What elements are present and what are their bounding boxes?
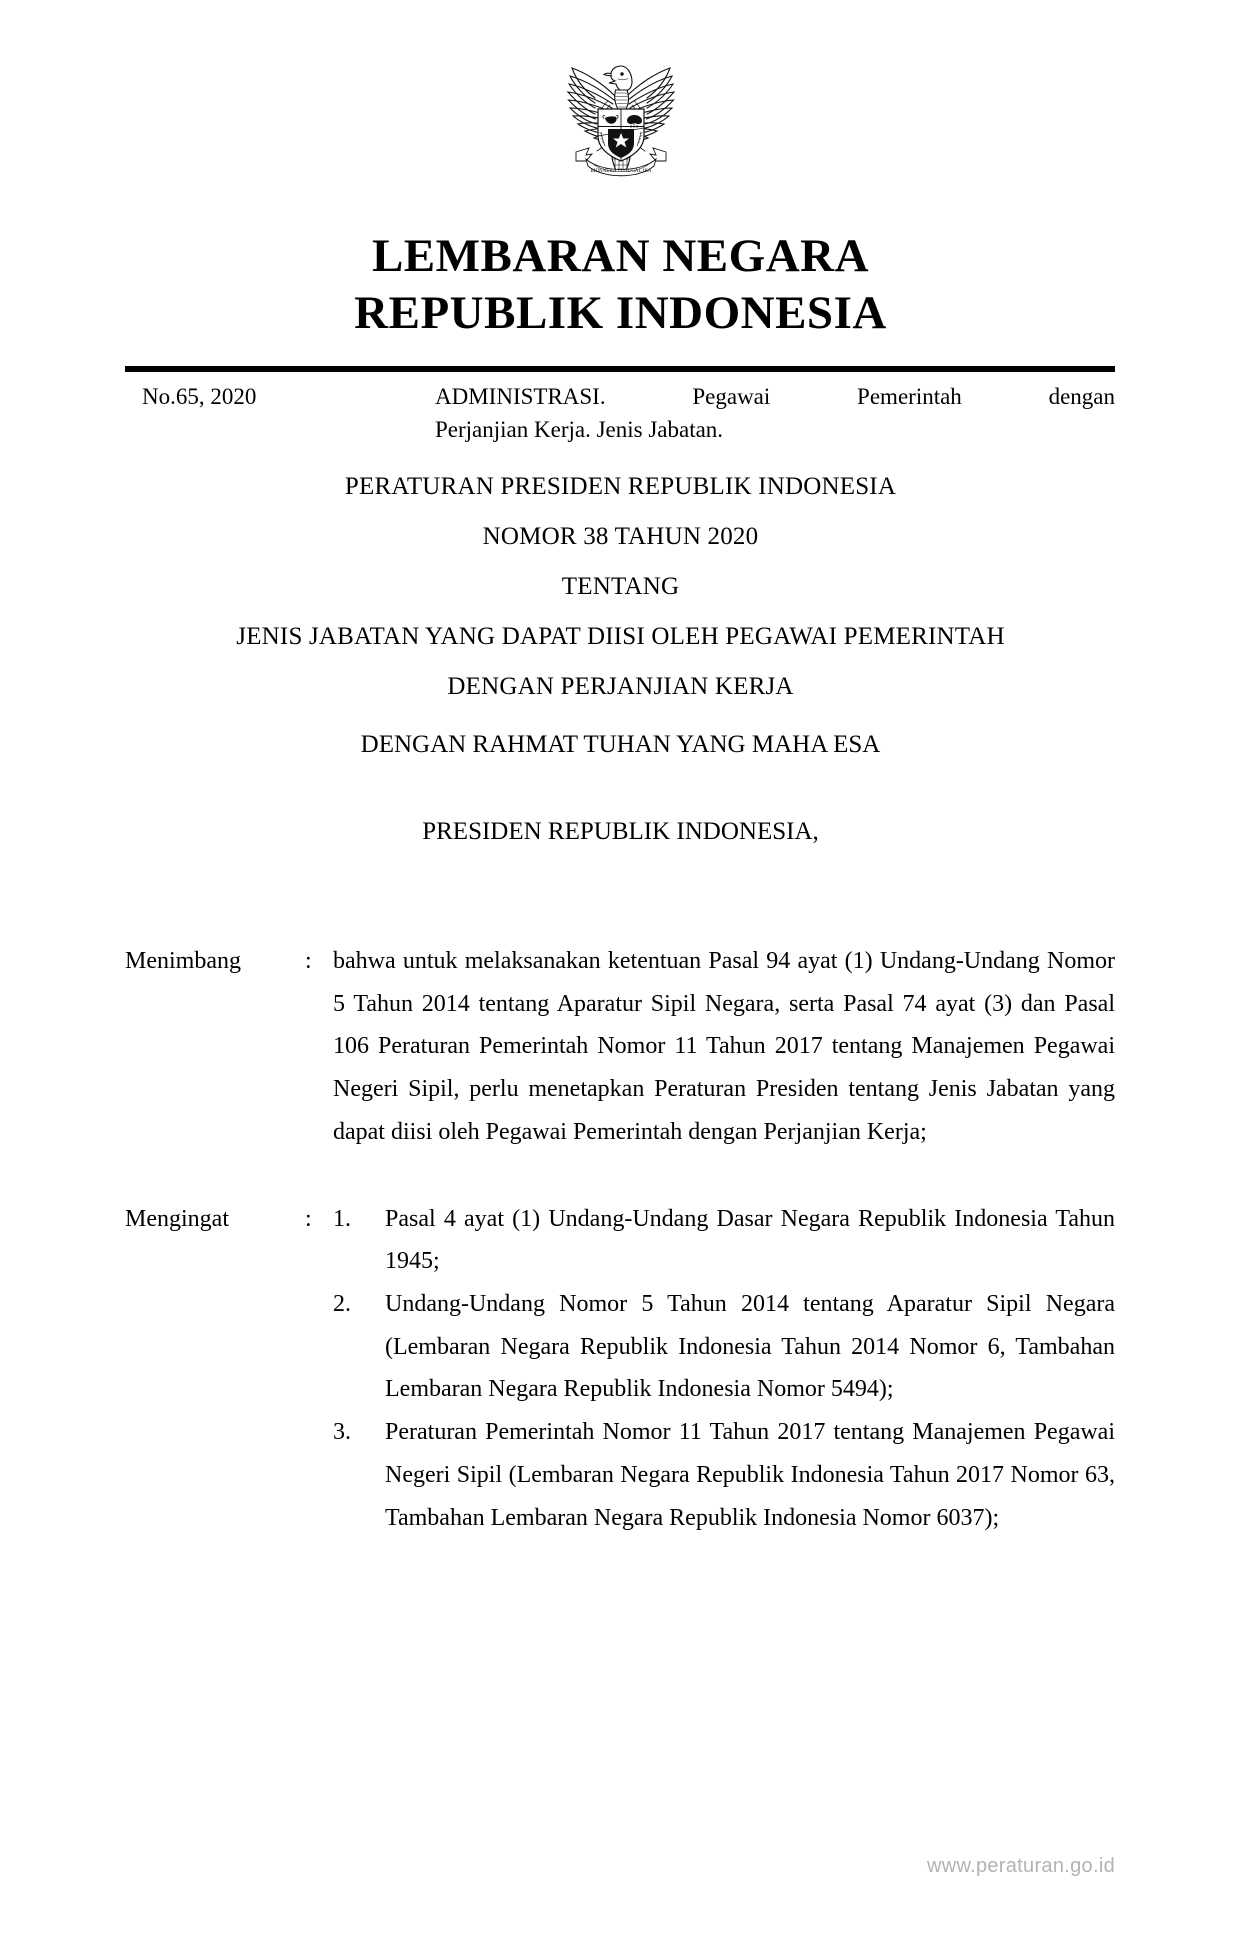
list-item-number: 3. [333,1419,351,1446]
title-line-subject-1: JENIS JABATAN YANG DAPAT DIISI OLEH PEGAWAI PEMERINTAH [236,623,1005,650]
masthead [0,228,1241,343]
list-item [333,1198,1115,1283]
footer-watermark: www.peraturan.go.id [926,1855,1115,1877]
masthead-line-1: LEMBARAN NEGARA [371,230,870,282]
list-item-text: Pasal 4 ayat (1) Undang-Undang Dasar Negara Republik Indonesia Tahun 1945; [385,1205,1115,1275]
clauses-section [125,940,1115,1583]
presiden-block [0,818,1241,846]
gazette-subject-line-2: Perjanjian Kerja. Jenis Jabatan. [435,417,724,443]
presiden-text: PRESIDEN REPUBLIK INDONESIA, [422,818,819,845]
clause-menimbang [125,940,1115,1154]
invocation-block [0,727,1241,762]
svg-text:BHINNEKA TUNGGAL IKA: BHINNEKA TUNGGAL IKA [589,169,652,174]
masthead-line-2: REPUBLIK INDONESIA [354,287,887,340]
invocation-text: DENGAN RAHMAT TUHAN YANG MAHA ESA [360,731,881,758]
clause-menimbang-text: bahwa untuk melaksanakan ketentuan Pasal 94 ayat (1) Undang-Undang Nomor 5 Tahun 2014 tentang Aparatur Sipil Negara, serta Pasal 74 ayat (3) dan Pasal 106 Peraturan Pemerintah Nomor 11 Tahun 2017 tentang Manajemen Pegawai Negeri Sipil, perlu menetapkan Peraturan Presiden tentang Jenis Jabatan yang dapat diisi oleh Pegawai Pemerintah dengan Perjanjian Kerja; [333,948,1115,1145]
clause-menimbang-colon: : [305,948,312,974]
list-item [333,1283,1115,1411]
gazette-number: No.65, 2020 [142,384,257,409]
list-item-number: 2. [333,1291,351,1318]
list-item [333,1411,1115,1539]
list-item-text: Undang-Undang Nomor 5 Tahun 2014 tentang Aparatur Sipil Negara (Lembaran Negara Republik Indonesia Tahun 2014 Nomor 6, Tambahan Lembaran Negara Republik Indonesia Nomor 5494); [385,1291,1115,1403]
clause-mengingat-colon: : [305,1205,312,1232]
title-line-subject-2: DENGAN PERJANJIAN KERJA [447,673,794,700]
clause-mengingat-body [333,1198,1115,1540]
title-line-institution: PERATURAN PRESIDEN REPUBLIK INDONESIA [344,473,897,500]
list-item-text: Peraturan Pemerintah Nomor 11 Tahun 2017 tentang Manajemen Pegawai Negeri Sipil (Lembaran Negara Republik Indonesia Tahun 2017 Nomor 63, Tambahan Lembaran Negara Republik Indonesia Nomor 6037); [385,1419,1115,1531]
clause-menimbang-label: Menimbang [125,948,241,974]
garuda-emblem [0,48,1241,181]
gazette-subject [435,380,1115,447]
gazette-subject-line-1: ADMINISTRASI. Pegawai Pemerintah dengan [435,384,1115,409]
clause-menimbang-body [333,940,1115,1154]
mengingat-list [333,1198,1115,1540]
title-line-tentang: TENTANG [561,573,680,600]
title-line-number: NOMOR 38 TAHUN 2020 [482,523,759,550]
clause-mengingat-label: Mengingat [125,1205,229,1232]
gazette-header [125,380,1115,447]
clause-mengingat [125,1198,1115,1540]
regulation-title-block [0,462,1241,712]
list-item-number: 1. [333,1205,351,1232]
masthead-divider [125,366,1115,372]
